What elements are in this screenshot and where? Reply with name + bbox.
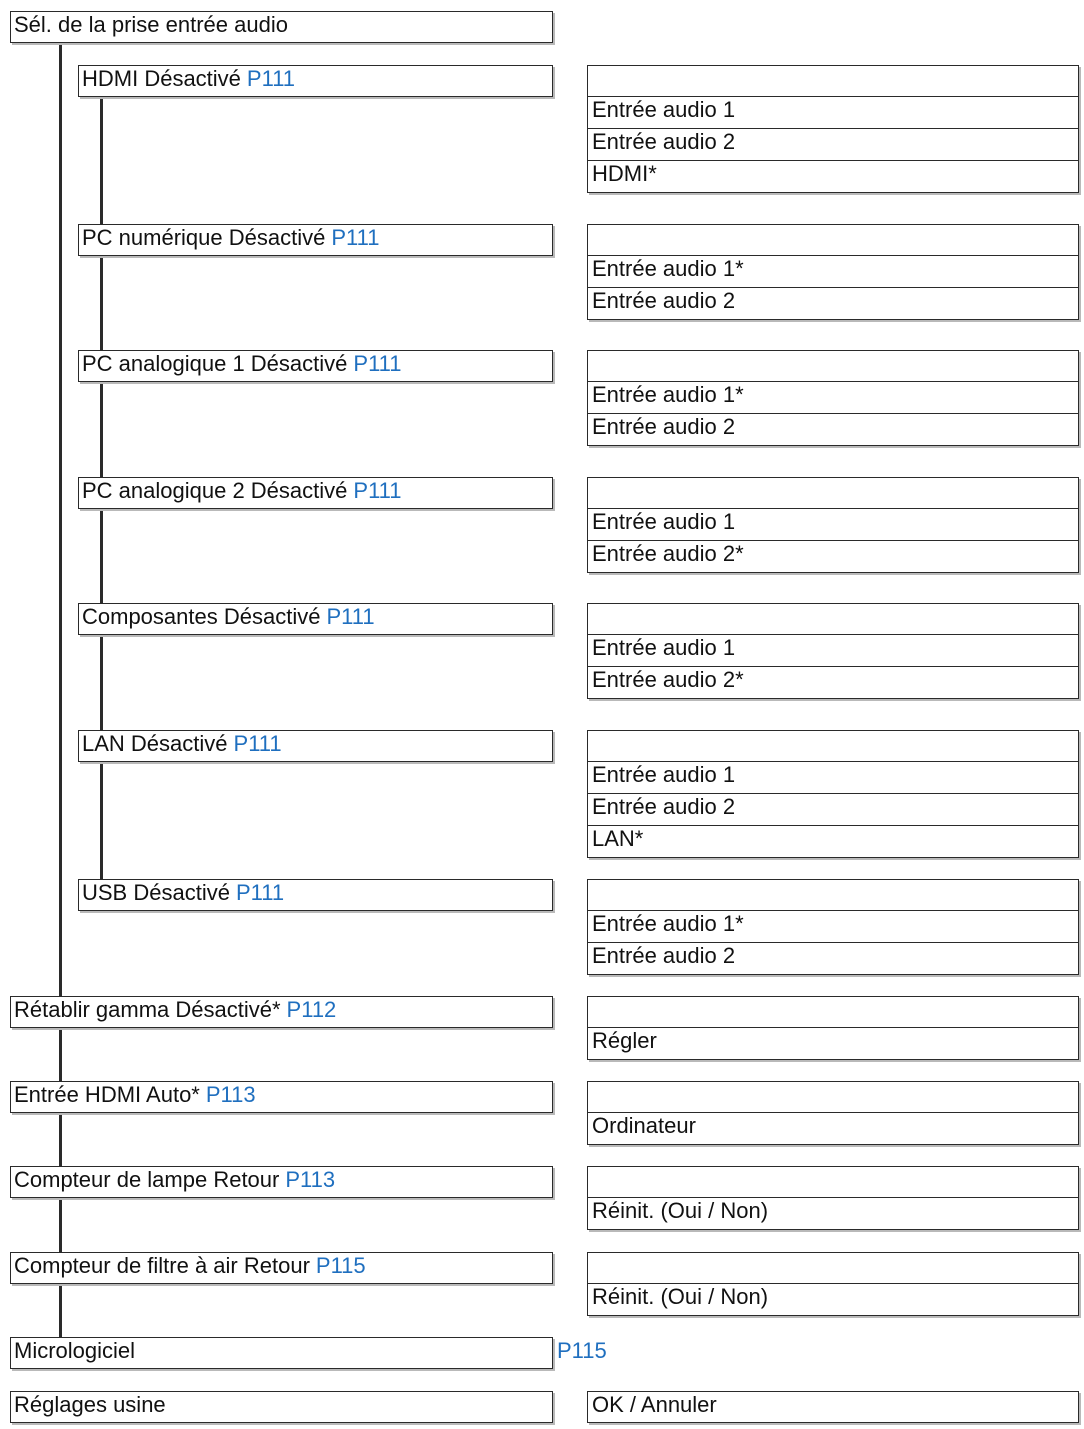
page-reference: P111 <box>326 604 375 629</box>
option-list-gamma-reset <box>587 996 1079 1060</box>
option-item: Entrée audio 2 <box>587 288 1079 320</box>
submenu-item-label: HDMI Désactivé <box>82 66 241 91</box>
option-list-header <box>587 350 1079 382</box>
option-item: Entrée audio 1* <box>587 256 1079 288</box>
submenu-item-hdmi <box>78 65 553 97</box>
submenu-item-pc-digital <box>78 224 553 256</box>
menu-item-label: Compteur de filtre à air Retour <box>14 1253 310 1278</box>
submenu-item-component <box>78 603 553 635</box>
menu-item-factory-settings <box>10 1391 553 1423</box>
submenu-item-usb <box>78 879 553 911</box>
option-list-pc-analog-1 <box>587 350 1079 446</box>
submenu-item-label: PC numérique Désactivé <box>82 225 326 250</box>
menu-item-air-filter-counter <box>10 1252 553 1284</box>
menu-item-label: Micrologiciel <box>14 1338 136 1363</box>
main-tree-connector <box>59 42 62 997</box>
menu-item-gamma-reset <box>10 996 553 1028</box>
option-item: Réinit. (Oui / Non) <box>587 1198 1079 1230</box>
menu-item-hdmi-input <box>10 1081 553 1113</box>
menu-item-label: Réglages usine <box>14 1392 166 1417</box>
option-item: Entrée audio 2 <box>587 794 1079 826</box>
page-reference: P113 <box>205 1082 256 1107</box>
page-reference: P111 <box>331 225 380 250</box>
page-reference: P115 <box>557 1338 607 1363</box>
page-reference: P111 <box>353 478 402 503</box>
page-reference: P115 <box>315 1253 366 1278</box>
option-item: Entrée audio 1 <box>587 97 1079 129</box>
submenu-item-pc-analog-1 <box>78 350 553 382</box>
option-item: Entrée audio 2 <box>587 129 1079 161</box>
page-reference: P111 <box>246 66 296 91</box>
option-item: LAN* <box>587 826 1079 858</box>
option-list-header <box>587 224 1079 256</box>
option-factory-settings: OK / Annuler <box>587 1391 1079 1423</box>
option-item: Entrée audio 2 <box>587 414 1079 446</box>
option-list-hdmi <box>587 65 1079 193</box>
option-list-header <box>587 879 1079 911</box>
option-list-header <box>587 603 1079 635</box>
option-list-lan <box>587 730 1079 858</box>
page-reference: P111 <box>235 880 285 905</box>
option-list-air-filter-counter <box>587 1252 1079 1316</box>
option-list-component <box>587 603 1079 699</box>
connector-segment <box>59 1113 62 1167</box>
submenu-item-label: PC analogique 2 Désactivé <box>82 478 348 503</box>
option-list-header <box>587 477 1079 509</box>
menu-item-label: Compteur de lampe Retour <box>14 1167 280 1192</box>
option-item: Entrée audio 2* <box>587 667 1079 699</box>
option-item: Entrée audio 1* <box>587 382 1079 414</box>
option-item: Entrée audio 1 <box>587 509 1079 541</box>
menu-item-label: Entrée HDMI Auto* <box>14 1082 200 1107</box>
option-item: Réinit. (Oui / Non) <box>587 1284 1079 1316</box>
option-item: Entrée audio 1* <box>587 911 1079 943</box>
option-list-header <box>587 1081 1079 1113</box>
connector-segment <box>59 1198 62 1253</box>
option-list-pc-analog-2 <box>587 477 1079 573</box>
option-item: Entrée audio 2 <box>587 943 1079 975</box>
option-list-usb <box>587 879 1079 975</box>
menu-item-audio-input-select <box>10 11 553 43</box>
option-list-pc-digital <box>587 224 1079 320</box>
menu-item-label: Rétablir gamma Désactivé* <box>14 997 281 1022</box>
connector-segment <box>59 1028 62 1082</box>
menu-item-label: Sél. de la prise entrée audio <box>14 12 288 37</box>
option-list-hdmi-input <box>587 1081 1079 1145</box>
page-reference: P113 <box>285 1167 336 1192</box>
page-reference: P111 <box>353 351 402 376</box>
submenu-item-lan <box>78 730 553 762</box>
option-item: HDMI* <box>587 161 1079 193</box>
page-reference: P111 <box>233 731 282 756</box>
option-item: Régler <box>587 1028 1079 1060</box>
submenu-item-label: USB Désactivé <box>82 880 230 905</box>
submenu-item-pc-analog-2 <box>78 477 553 509</box>
option-list-header <box>587 996 1079 1028</box>
option-list-header <box>587 1166 1079 1198</box>
option-item: Ordinateur <box>587 1113 1079 1145</box>
option-list-lamp-counter <box>587 1166 1079 1230</box>
option-list-header <box>587 1252 1079 1284</box>
option-item: Entrée audio 1 <box>587 635 1079 667</box>
option-list-header <box>587 65 1079 97</box>
option-item: Entrée audio 1 <box>587 762 1079 794</box>
connector-segment <box>59 1284 62 1338</box>
option-list-header <box>587 730 1079 762</box>
option-item: Entrée audio 2* <box>587 541 1079 573</box>
submenu-item-label: Composantes Désactivé <box>82 604 321 629</box>
menu-item-firmware <box>10 1337 553 1369</box>
page-reference: P112 <box>286 997 337 1022</box>
submenu-item-label: LAN Désactivé <box>82 731 228 756</box>
submenu-item-label: PC analogique 1 Désactivé <box>82 351 348 376</box>
menu-item-lamp-counter <box>10 1166 553 1198</box>
